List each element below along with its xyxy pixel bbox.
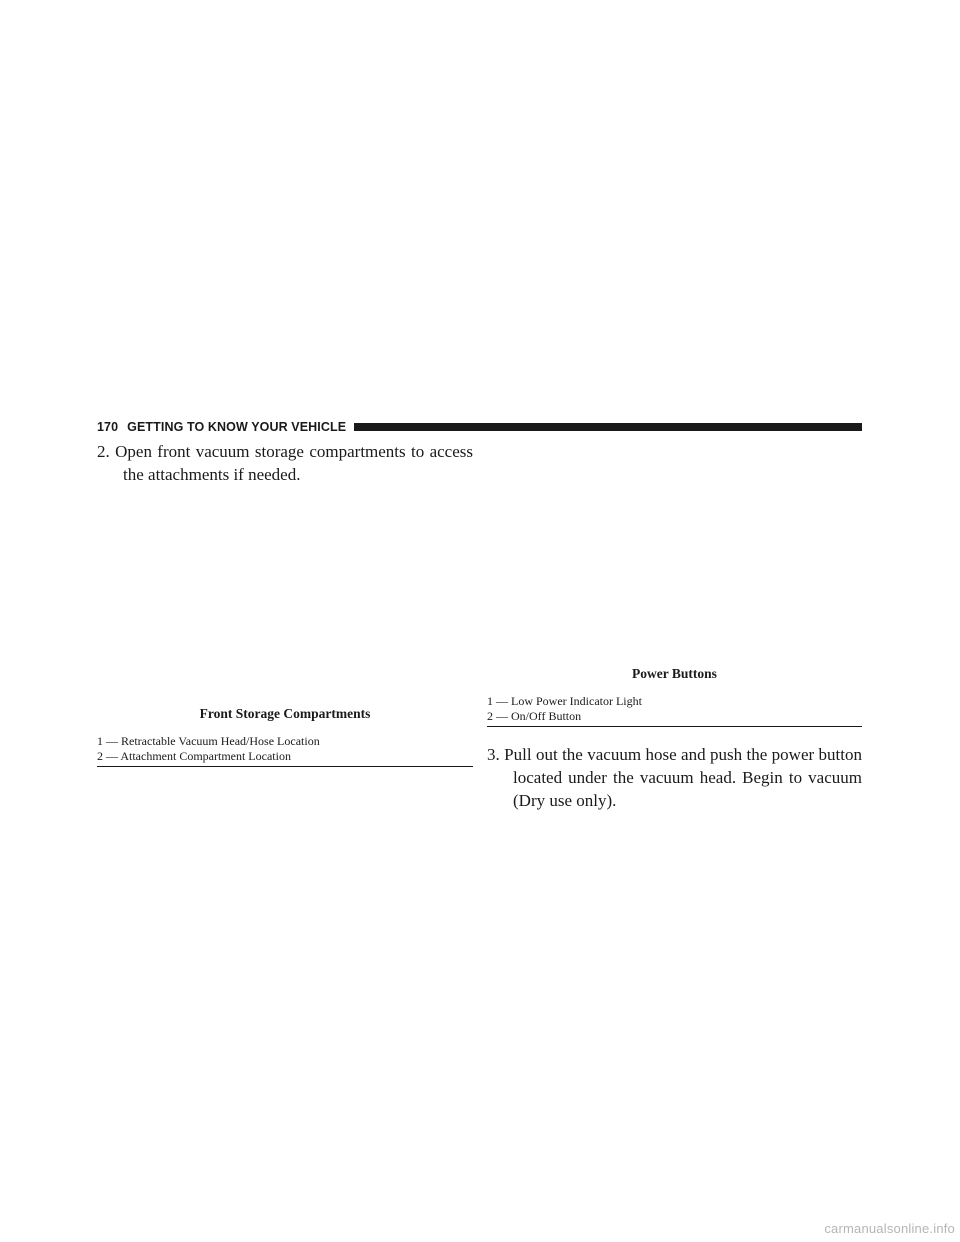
step-2-line-1 bbox=[97, 440, 473, 463]
step-3-number: 3. bbox=[487, 745, 500, 764]
page-header bbox=[97, 419, 862, 435]
page-number: 170 bbox=[97, 420, 119, 434]
step-3-text-1: Pull out the vacuum hose and push the power button bbox=[504, 745, 862, 764]
figure-2-divider bbox=[487, 726, 862, 727]
figure-2-legend-item-2: 2 — On/Off Button bbox=[487, 709, 582, 723]
step-3-paragraph bbox=[487, 743, 862, 812]
figure-1-caption-title: Front Storage Compartments bbox=[199, 706, 371, 721]
figure-2-legend bbox=[487, 694, 642, 724]
step-2-line-2: the attachments if needed. bbox=[123, 465, 301, 484]
step-3-line-1 bbox=[487, 743, 862, 766]
figure-1-legend-item-2: 2 — Attachment Compartment Location bbox=[97, 749, 291, 763]
watermark: carmanualsonline.info bbox=[824, 1221, 955, 1236]
figure-1-divider bbox=[97, 766, 473, 767]
step-2-number: 2. bbox=[97, 442, 110, 461]
section-title: GETTING TO KNOW YOUR VEHICLE bbox=[127, 420, 347, 434]
figure-2-legend-item-1: 1 — Low Power Indicator Light bbox=[487, 694, 642, 708]
step-3-line-2: located under the vacuum head. Begin to vacuum bbox=[513, 768, 862, 787]
step-2-text-1: Open front vacuum storage compartments to access bbox=[115, 442, 474, 461]
header-rule bbox=[354, 423, 862, 431]
step-2-paragraph bbox=[97, 440, 473, 486]
figure-1-legend-item-1: 1 — Retractable Vacuum Head/Hose Location bbox=[97, 734, 320, 748]
figure-1-legend bbox=[97, 734, 320, 764]
figure-2-caption-title: Power Buttons bbox=[632, 666, 717, 681]
step-3-line-3: (Dry use only). bbox=[513, 791, 617, 810]
